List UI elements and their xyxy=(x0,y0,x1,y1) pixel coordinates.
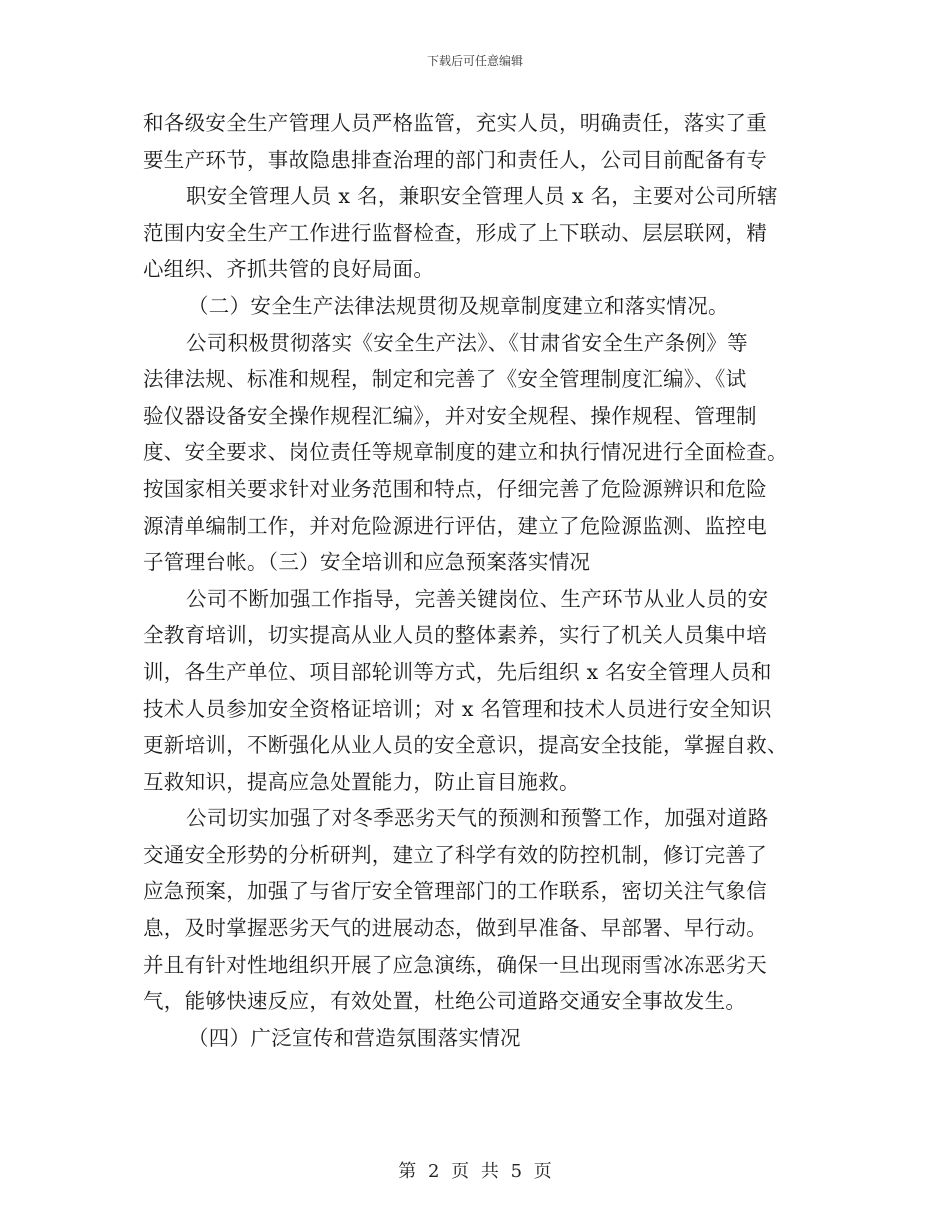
text-line: 技术人员参加安全资格证培训；对 x 名管理和技术人员进行安全知识 xyxy=(143,696,772,721)
text-line: 心组织、齐抓共管的良好局面。 xyxy=(143,257,435,282)
text-line: 公司不断加强工作指导，完善关键岗位、生产环节从业人员的安 xyxy=(186,586,769,611)
text-line: 气，能够快速反应，有效处置，杜绝公司道路交通安全事故发生。 xyxy=(143,989,747,1014)
text-line: 交通安全形势的分析研判，建立了科学有效的防控机制，修订完善了 xyxy=(143,842,767,867)
text-line: 子管理台帐。（三）安全培训和应急预案落实情况 xyxy=(143,550,591,575)
text-line: 源清单编制工作，并对危险源进行评估，建立了危险源监测、监控电 xyxy=(143,513,767,538)
text-line: 验仪器设备安全操作规程汇编》，并对安全规程、操作规程、管理制 xyxy=(143,403,757,428)
text-line: （二）安全生产法律法规贯彻及规章制度建立和落实情况。 xyxy=(188,293,729,318)
text-line: 应急预案，加强了与省厅安全管理部门的工作联系，密切关注气象信 xyxy=(143,879,767,904)
text-line: 职安全管理人员 x 名，兼职安全管理人员 x 名，主要对公司所辖 xyxy=(186,184,778,209)
text-line: 范围内安全生产工作进行监督检查，形成了上下联动、层层联网，精 xyxy=(143,220,767,245)
text-line: 度、安全要求、岗位责任等规章制度的建立和执行情况进行全面检查。 xyxy=(143,440,788,465)
page-header: 下载后可任意编辑 xyxy=(426,54,523,68)
text-line: 并且有针对性地组织开展了应急演练，确保一旦出现雨雪冰冻恶劣天 xyxy=(143,952,767,977)
text-line: 法律法规、标准和规程，制定和完善了《安全管理制度汇编》、《试 xyxy=(143,367,747,392)
text-line: （四）广泛宣传和营造氛围落实情况 xyxy=(188,1025,521,1050)
text-line: 公司积极贯彻落实《安全生产法》、《甘肃省安全生产条例》等 xyxy=(186,330,748,355)
text-line: 息，及时掌握恶劣天气的进展动态，做到早准备、早部署、早行动。 xyxy=(143,916,767,941)
text-line: 全教育培训，切实提高从业人员的整体素养，实行了机关人员集中培 xyxy=(143,623,767,648)
text-line: 训，各生产单位、项目部轮训等方式，先后组织 x 名安全管理人员和 xyxy=(143,659,772,684)
text-line: 互救知识，提高应急处置能力，防止盲目施救。 xyxy=(143,769,580,794)
text-line: 更新培训，不断强化从业人员的安全意识，提高安全技能，掌握自救、 xyxy=(143,733,788,758)
text-line: 要生产环节，事故隐患排查治理的部门和责任人，公司目前配备有专 xyxy=(143,147,767,172)
text-line: 按国家相关要求针对业务范围和特点，仔细完善了危险源辨识和危险 xyxy=(143,476,767,501)
text-line: 公司切实加强了对冬季恶劣天气的预测和预警工作，加强对道路 xyxy=(186,806,769,831)
document-body xyxy=(143,105,811,1056)
page-number: 第 2 页 共 5 页 xyxy=(398,1161,552,1182)
text-line: 和各级安全生产管理人员严格监管，充实人员，明确责任，落实了重 xyxy=(143,111,767,135)
